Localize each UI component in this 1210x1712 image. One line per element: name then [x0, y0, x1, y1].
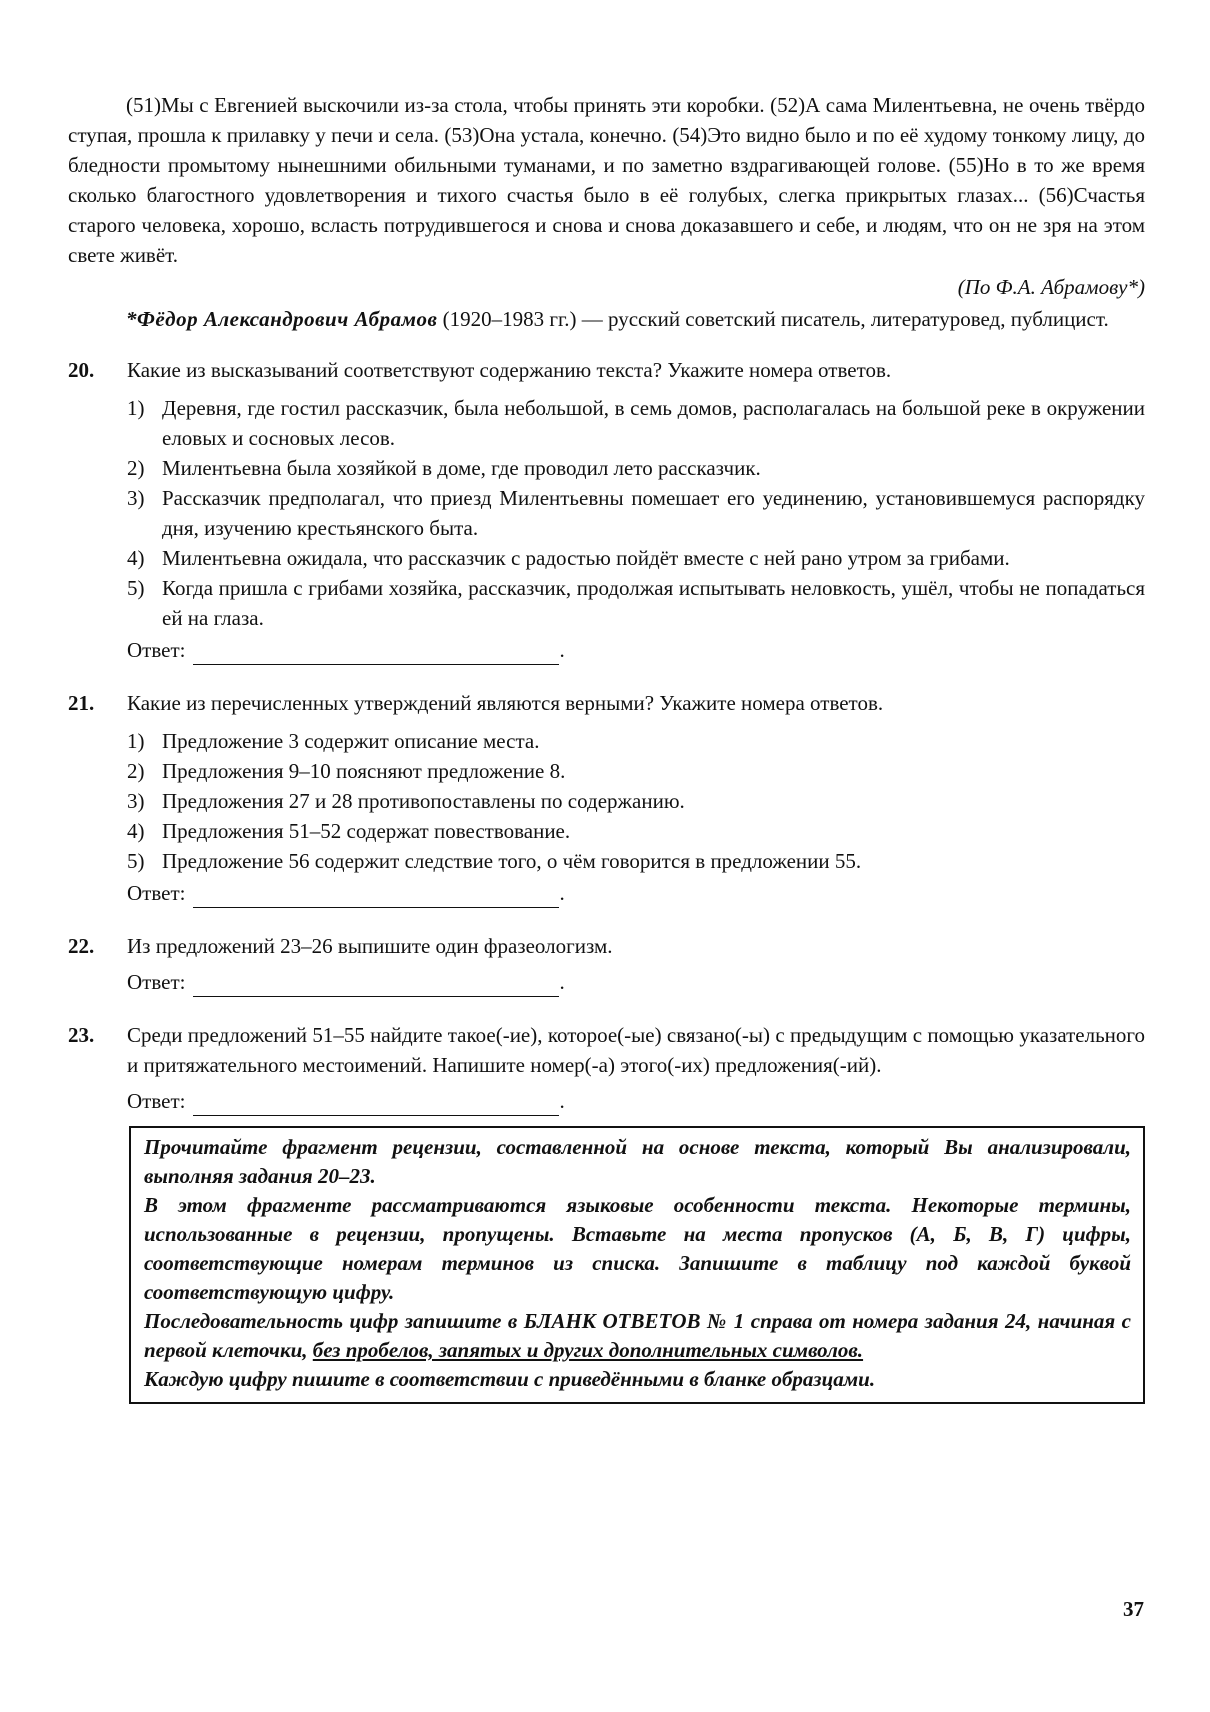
task-21 — [68, 688, 1145, 908]
option-text: Когда пришла с грибами хозяйка, рассказчик, продолжая испытывать неловкость, ушёл, чтобы не попадаться ей на глаза. — [162, 576, 1145, 630]
author-footnote — [68, 304, 1145, 334]
footnote-author-name: *Фёдор Александрович Абрамов — [126, 307, 438, 331]
task-22 — [68, 931, 1145, 997]
instruction-line: Прочитайте фрагмент рецензии, составленной на основе текста, который Вы анализировали, выполняя задания 20–23. — [144, 1135, 1131, 1188]
option-number: 3) — [127, 789, 145, 813]
option-text: Предложение 56 содержит следствие того, о чём говорится в предложении 55. — [162, 849, 862, 873]
list-item — [127, 726, 1145, 756]
list-item — [127, 483, 1145, 543]
list-item — [127, 756, 1145, 786]
answer-label: Ответ: — [127, 638, 186, 662]
list-item — [127, 543, 1145, 573]
answer-field[interactable] — [193, 1093, 559, 1116]
option-number: 3) — [127, 486, 145, 510]
task-text: Какие из перечисленных утверждений являются верными? Укажите номера ответов. — [127, 691, 884, 715]
answer-field[interactable] — [193, 885, 559, 908]
task-text: Какие из высказываний соответствуют содержанию текста? Укажите номера ответов. — [127, 358, 892, 382]
task-number: 22. — [68, 934, 95, 958]
instruction-text: Последовательность цифр запишите в БЛАНК ОТВЕТОВ № 1 справа от номера задания 24, начиная с первой клеточки, — [144, 1309, 1131, 1362]
instruction-line: Каждую цифру пишите в соответствии с приведёнными в бланке образцами. — [144, 1367, 876, 1391]
task-number: 23. — [68, 1023, 95, 1047]
answer-row: Ответ: . — [127, 967, 1145, 997]
answer-label: Ответ: — [127, 1089, 186, 1113]
list-item — [127, 816, 1145, 846]
option-text: Милентьевна была хозяйкой в доме, где проводил лето рассказчик. — [162, 456, 761, 480]
content — [68, 90, 1145, 1404]
option-text: Предложения 9–10 поясняют предложение 8. — [162, 759, 566, 783]
task-23 — [68, 1020, 1145, 1116]
list-item — [127, 393, 1145, 453]
answer-label: Ответ: — [127, 970, 186, 994]
list-item — [127, 453, 1145, 483]
option-number: 4) — [127, 819, 145, 843]
option-number: 4) — [127, 546, 145, 570]
answer-field[interactable] — [193, 974, 559, 997]
option-number: 2) — [127, 456, 145, 480]
list-item — [127, 786, 1145, 816]
task-20 — [68, 355, 1145, 665]
answer-field[interactable] — [193, 642, 559, 665]
option-text: Предложение 3 содержит описание места. — [162, 729, 540, 753]
task-number: 21. — [68, 691, 95, 715]
option-number: 5) — [127, 576, 145, 600]
footnote-text: (1920–1983 гг.) — русский советский писатель, литературовед, публицист. — [437, 307, 1109, 331]
instruction-line — [144, 1307, 1131, 1365]
list-item — [127, 573, 1145, 633]
answer-options — [127, 726, 1145, 876]
task-number: 20. — [68, 358, 95, 382]
option-text: Предложения 51–52 содержат повествование. — [162, 819, 571, 843]
task-text: Из предложений 23–26 выпишите один фразеологизм. — [127, 934, 613, 958]
answer-row: Ответ: . — [127, 878, 1145, 908]
source-attribution: (По Ф.А. Абрамову*) — [957, 275, 1145, 299]
answer-row: Ответ: . — [127, 635, 1145, 665]
task-text: Среди предложений 51–55 найдите такое(-ие), которое(-ые) связано(-ы) с предыдущим с помощью указательного и притяжательного местоимений. Напишите номер(-а) этого(-их) предложения(-ий). — [127, 1023, 1145, 1077]
option-text: Милентьевна ожидала, что рассказчик с радостью пойдёт вместе с ней рано утром за грибами. — [162, 546, 1010, 570]
answer-row: Ответ: . — [127, 1086, 1145, 1116]
option-text: Предложения 27 и 28 противопоставлены по содержанию. — [162, 789, 685, 813]
instruction-line: В этом фрагменте рассматриваются языковые особенности текста. Некоторые термины, использованные в рецензии, пропущены. Вставьте на места пропусков (А, Б, В, Г) цифры, соответствующие номерам терминов из списка. Запишите в таблицу под каждой буквой соответствующую цифру. — [144, 1193, 1131, 1304]
passage-paragraph: (51)Мы с Евгенией выскочили из-за стола, чтобы принять эти коробки. (52)А сама Милентьевна, не очень твёрдо ступая, прошла к прилавку у печи и села. (53)Она устала, конечно. (54)Это видно было и по её худому тонкому лицу, до бледности промытому нынешними обильными туманами, и по заметно вздрагивающей голове. (55)Но в то же время сколько благостного удовлетворения и тихого счастья было в её голубых, слегка прикрытых глазах... (56)Счастья старого человека, хорошо, всласть потрудившегося и снова и снова доказавшего и себе, и людям, что он не зря на этом свете живёт. — [68, 93, 1145, 267]
answer-options — [127, 393, 1145, 633]
page-number: 37 — [1123, 1597, 1144, 1621]
instruction-underlined-text: без пробелов, запятых и других дополнительных символов. — [312, 1338, 864, 1362]
list-item — [127, 846, 1145, 876]
option-number: 2) — [127, 759, 145, 783]
answer-label: Ответ: — [127, 881, 186, 905]
option-number: 1) — [127, 729, 145, 753]
option-number: 1) — [127, 396, 145, 420]
option-number: 5) — [127, 849, 145, 873]
option-text: Деревня, где гостил рассказчик, была небольшой, в семь домов, располагалась на большой реке в окружении еловых и сосновых лесов. — [162, 396, 1145, 450]
option-text: Рассказчик предполагал, что приезд Милентьевны помешает его уединению, установившемуся распорядку дня, изучению крестьянского быта. — [162, 486, 1145, 540]
instruction-box — [129, 1126, 1145, 1404]
